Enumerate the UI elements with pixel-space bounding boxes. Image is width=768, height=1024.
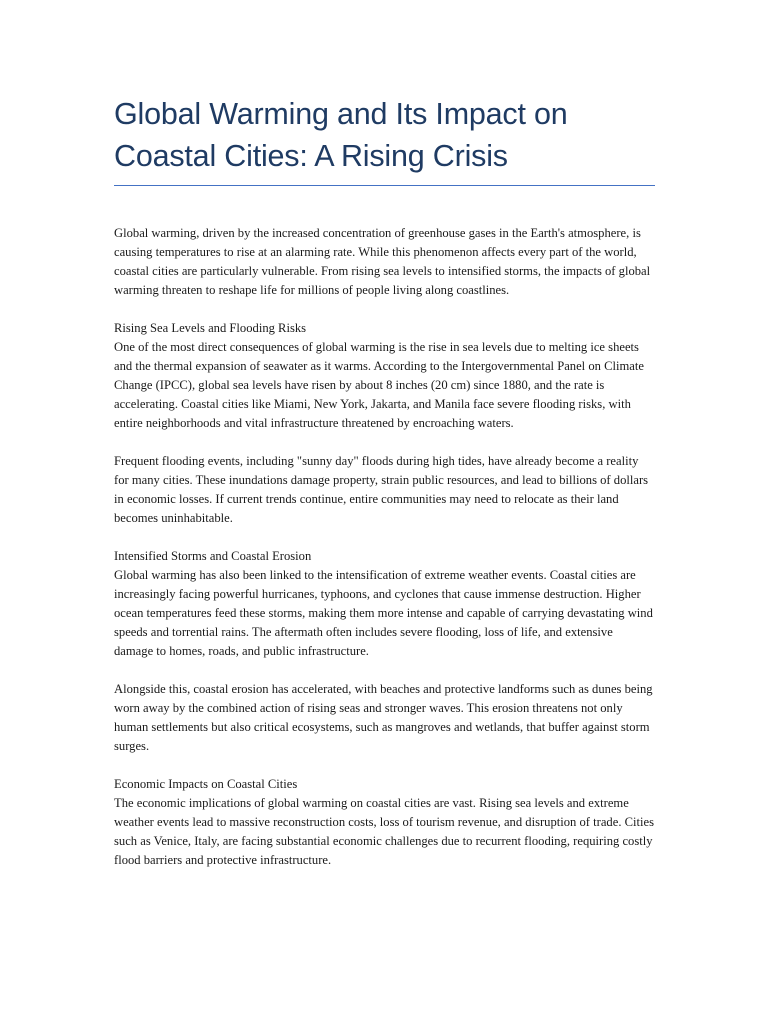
intro-paragraph: Global warming, driven by the increased concentration of greenhouse gases in the Earth's atmosphere, is causing temperatures to rise at an alarming rate. While this phenomenon affects every part of the world, coastal cities are particularly vulnerable. From rising sea levels to intensified storms, the impacts of global warming threaten to reshape life for millions of people living along coastlines. (114, 226, 651, 297)
section-paragraph: One of the most direct consequences of global warming is the rise in sea levels due to melting ice sheets and the thermal expansion of seawater as it warms. According to the Intergovernmental Panel on Climate Change (IPCC), global sea levels have risen by about 8 inches (20 cm) since 1880, and the rate is accelerating. Coastal cities like Miami, New York, Jakarta, and Manila face severe flooding risks, with entire neighborhoods and vital infrastructure threatened by encroaching waters. (114, 340, 644, 430)
section-heading-sea-levels: Rising Sea Levels and Flooding Risks (114, 321, 307, 335)
document-page (114, 93, 654, 870)
document-title: Global Warming and Its Impact on Coastal Cities: A Rising Crisis (114, 97, 568, 173)
section-paragraph: Global warming has also been linked to the intensification of extreme weather events. Coastal cities are increasingly facing powerful hurricanes, typhoons, and cyclones that cause immense destruction. Higher ocean temperatures feed these storms, making them more intense and capable of carrying devastating wind speeds and torrential rains. The aftermath often includes severe flooding, loss of life, and extensive damage to homes, roads, and public infrastructure. (114, 568, 653, 658)
section-heading-economic: Economic Impacts on Coastal Cities (114, 777, 298, 791)
section-paragraph: The economic implications of global warming on coastal cities are vast. Rising sea levels and extreme weather events lead to massive reconstruction costs, loss of tourism revenue, and disruption of trade. Cities such as Venice, Italy, are facing substantial economic challenges due to recurrent flooding, requiring costly flood barriers and protective infrastructure. (114, 796, 655, 867)
section-heading-storms: Intensified Storms and Coastal Erosion (114, 549, 312, 563)
section-paragraph: Frequent flooding events, including "sunny day" floods during high tides, have already become a reality for many cities. These inundations damage property, strain public resources, and lead to billions of dollars in economic losses. If current trends continue, entire communities may need to relocate as their land becomes uninhabitable. (114, 454, 649, 525)
section-paragraph: Alongside this, coastal erosion has accelerated, with beaches and protective landforms such as dunes being worn away by the combined action of rising seas and stronger waves. This erosion threatens not only human settlements but also critical ecosystems, such as mangroves and wetlands, that buffer against storm surges. (114, 682, 653, 753)
title-underline-rule (114, 185, 655, 186)
